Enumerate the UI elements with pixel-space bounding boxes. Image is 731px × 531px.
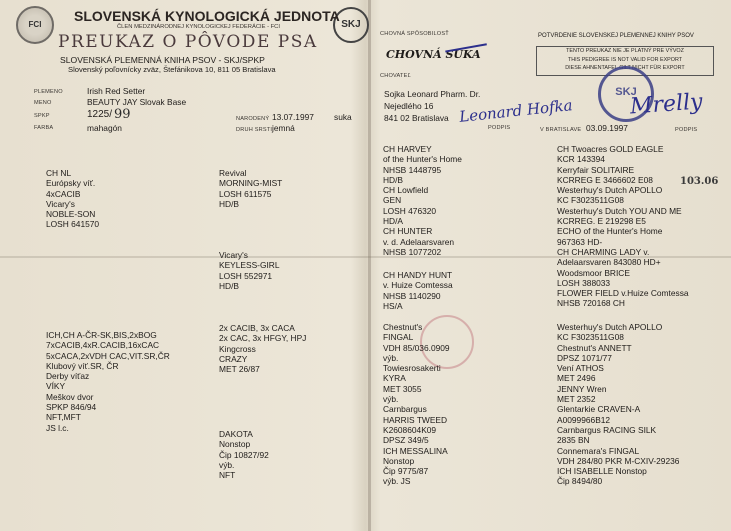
pedigree-line: CH HARVEY [383, 144, 432, 154]
pedigree-line: LOSH 552971 [219, 270, 273, 281]
sex-value: suka [334, 112, 352, 122]
color-value: mahagón [87, 123, 122, 133]
pedigree-line: Glentarkie CRAVEN-A [557, 404, 641, 415]
document-title: PREUKAZ O PÔVODE PSA [58, 32, 318, 52]
pedigree-line: Revival [219, 168, 247, 178]
pedigree-line: CH Twoacres GOLD EAGLE [557, 144, 664, 154]
pedigree-line: Nonstop [219, 439, 251, 450]
pedigree-line: CH HANDY HUNT [383, 270, 453, 280]
fci-logo [16, 6, 54, 44]
parent-sire [46, 168, 99, 230]
pedigree-line: v. Huize Comtessa [383, 280, 453, 291]
pedigree-line: CH CHARMING LADY v. [557, 246, 650, 257]
breed-value: Irish Red Setter [87, 86, 146, 96]
pedigree-line: KEYLESS-GIRL [219, 260, 280, 271]
pedigree-line: Westerhuy's Dutch APOLLO [557, 322, 663, 332]
pedigree-line: K2608604K09 [383, 424, 437, 435]
pedigree-line: ECHO of the Hunter's Home [557, 226, 663, 237]
pedigree-line: Carnbargus [383, 404, 427, 415]
pedigree-line: DPSZ 349/5 [383, 435, 429, 446]
owner-label: CHOVATEĽ [380, 73, 411, 79]
pedigree-line: výb. JS [383, 476, 411, 487]
pedigree-line: Westerhuy's Dutch APOLLO [557, 185, 663, 196]
coat-label: DRUH SRSTI [236, 127, 273, 133]
pedigree-line: HARRIS TWEED [383, 414, 448, 425]
pedigree-line: 2x CACIB, 3x CACA [219, 323, 295, 333]
pedigree-line: NFT,MFT [46, 412, 81, 423]
pedigree-line: 5xCACA,2xVDH CAC,VIT.SR,ČR [46, 350, 170, 361]
breeding-ability-value: CHOVNÁ SUKA [386, 48, 481, 61]
pedigree-line: LOSH 476320 [383, 205, 437, 216]
pedigree-line: HD/B [219, 280, 240, 291]
pedigree-line: VDH 284/80 PKR M-CXIV-29236 [557, 455, 680, 466]
pedigree-line: of the Hunter's Home [383, 154, 462, 165]
pedigree-line: Woodsmoor BRICE [557, 267, 630, 278]
pedigree-line: NHSB 1448795 [383, 164, 442, 175]
pedigree-line: HD/B [383, 174, 404, 185]
pedigree-line: Nonstop [383, 455, 415, 466]
pedigree-line: NFT [219, 470, 236, 481]
pedigree-line: v. d. Adelaarsvaren [383, 236, 455, 247]
pedigree-line: KCRREG E 3466602 E08 [557, 174, 653, 185]
center-fold [368, 0, 371, 531]
pedigree-line: Klubový víť.SR, ČR [46, 360, 119, 371]
pedigree-line: KC F3023511G08 [557, 195, 624, 206]
pedigree-line: SPKP 846/94 [46, 402, 97, 413]
registry-name: SLOVENSKÁ PLEMENNÁ KNIHA PSOV - SKJ/SPKP [60, 55, 265, 65]
grandparent-2 [219, 250, 280, 291]
pedigree-line: Carnbargus RACING SILK [557, 424, 657, 435]
great-great-grandparents-2 [557, 322, 679, 487]
spkp-handwritten: 99 [114, 107, 131, 122]
breed-label: PLEMENO [34, 89, 63, 95]
owner-name: Sojka Leonard Pharm. Dr. [384, 89, 481, 99]
pedigree-line: 4xCACIB [46, 188, 81, 199]
pedigree-line: NHSB 1077202 [383, 246, 442, 257]
export-notice-line: TENTO PREUKAZ NIE JE PLATNÝ PRE VÝVOZ [566, 48, 684, 54]
breeding-ability-label: CHOVNÁ SPÔSOBILOSŤ [380, 31, 449, 37]
pedigree-line: Meškov dvor [46, 391, 94, 402]
pedigree-line: Derby víťaz [46, 371, 90, 382]
name-value: BEAUTY JAY Slovak Base [87, 97, 187, 107]
pedigree-line: MET 26/87 [219, 364, 260, 375]
name-label: MENO [34, 100, 52, 106]
export-notice-line: DIESE AHNENTAFEL GILT NICHT FÜR EXPORT [565, 65, 685, 71]
official-stamp-text: SKJ [615, 86, 637, 98]
pedigree-line: Westerhuy's Dutch YOU AND ME [557, 205, 682, 216]
pedigree-line: Connemara's FINGAL [557, 445, 640, 456]
pedigree-line: 2x CAC, 3x HFGY, HPJ [219, 333, 307, 344]
confirmation-date: 03.09.1997 [586, 123, 628, 133]
pedigree-line: výb. [383, 394, 399, 405]
pedigree-line: Kingcross [219, 343, 256, 354]
pedigree-line: NOBLE-SON [46, 209, 96, 220]
registry-signature-label: PODPIS [675, 127, 698, 133]
pedigree-line: výb. [383, 352, 399, 363]
pedigree-line: Vicary's [46, 198, 75, 209]
pedigree-line: MET 2352 [557, 394, 596, 405]
pedigree-line: Towiesrosakerti [383, 363, 441, 374]
owner-signature-label: PODPIS [488, 125, 511, 131]
pedigree-line: HD/B [219, 198, 240, 209]
owner-city: 841 02 Bratislava [384, 113, 449, 123]
pedigree-line: Vení ATHOS [557, 363, 604, 374]
great-grandparents-1 [383, 144, 462, 257]
coat-value: jemná [272, 123, 295, 133]
pedigree-line: KYRA [383, 373, 406, 384]
pedigree-line: Čip 8494/80 [557, 476, 603, 487]
pedigree-line: NHSB 720168 CH [557, 298, 625, 309]
pedigree-line: LOSH 388033 [557, 277, 611, 288]
place-label: V BRATISLAVE [540, 127, 582, 133]
pedigree-line: Kerryfair SOLITAIRE [557, 164, 635, 175]
registry-signature: Mrelly [629, 89, 704, 120]
pedigree-line: Európsky víť. [46, 178, 96, 189]
pedigree-line: NHSB 1140290 [383, 290, 441, 301]
pedigree-line: DPSZ 1071/77 [557, 352, 612, 363]
skj-logo-text: SKJ [341, 19, 361, 30]
pedigree-line: LOSH 641570 [46, 219, 100, 230]
pedigree-line: HD/A [383, 216, 404, 227]
pedigree-line: CH NL [46, 168, 72, 178]
pedigree-line: Vicary's [219, 250, 248, 260]
great-grandparents-2 [383, 270, 453, 311]
spkp-label: SPKP [34, 113, 50, 119]
pedigree-line: ICH ISABELLE Nonstop [557, 466, 647, 477]
born-value: 13.07.1997 [272, 112, 314, 122]
pedigree-line: HS/A [383, 300, 403, 311]
pedigree-line: VDH 85/036.0909 [383, 342, 450, 353]
great-great-grandparents-1 [557, 144, 689, 309]
pedigree-line: výb. [219, 459, 235, 470]
pedigree-line: CH Lowfield [383, 185, 429, 196]
pedigree-line: MET 3055 [383, 383, 422, 394]
fci-logo-text: FCI [28, 20, 42, 29]
pedigree-line: LOSH 611575 [219, 188, 272, 199]
pedigree-line: Chestnut's [383, 322, 423, 332]
owner-signature: Leonard Hofka [458, 96, 574, 126]
parent-dam [46, 330, 170, 433]
owner-street: Nejedlého 16 [384, 101, 434, 111]
spkp-value: 1225/ [87, 109, 113, 120]
pedigree-line: CH HUNTER [383, 226, 433, 237]
pedigree-line: CRAZY [219, 353, 248, 364]
pedigree-line: Adelaarsvaren 843080 HD+ [557, 257, 661, 268]
org-title: SLOVENSKÁ KYNOLOGICKÁ JEDNOTA [74, 8, 340, 24]
pedigree-line: ICH,CH A-ČR-SK,BIS,2xBOG [46, 330, 157, 340]
pedigree-line: ICH MESSALINA [383, 445, 448, 456]
confirmation-title: POTVRDENIE SLOVENSKEJ PLEMENNEJ KNIHY PSOV [538, 33, 694, 39]
registry-address: Slovenský poľovnícky zväz, Štefánikova 10, 811 05 Bratislava [68, 65, 276, 74]
pedigree-line: 2835 BN [557, 435, 590, 446]
export-notice-line: THIS PEDIGREE IS NOT VALID FOR EXPORT [567, 56, 683, 63]
pedigree-line: 7xCACIB,4xR.CACIB,16xCAC [46, 340, 160, 351]
pedigree-line: DAKOTA [219, 429, 253, 439]
pedigree-line: KC F3023511G08 [557, 332, 624, 343]
pedigree-line: FINGAL [383, 332, 414, 343]
pedigree-line: Čip 9775/87 [383, 466, 429, 477]
grandparent-4 [219, 429, 269, 480]
born-label: NARODENÝ [236, 116, 270, 122]
pedigree-line: KCR 143394 [557, 154, 605, 165]
color-label: FARBA [34, 125, 54, 131]
pedigree-line: FLOWER FIELD v.Huize Comtessa [557, 288, 689, 299]
pedigree-line: A0099966B12 [557, 414, 611, 425]
pedigree-line: Čip 10827/92 [219, 449, 269, 460]
pedigree-line: KCRREG. E 219298 E5 [557, 216, 646, 227]
pedigree-line: GEN [383, 195, 402, 206]
pedigree-line: JS l.c. [46, 422, 69, 433]
pedigree-line: 967363 HD- [557, 236, 603, 247]
pedigree-line: MET 2496 [557, 373, 596, 384]
grandparent-1 [219, 168, 282, 209]
pedigree-line: VÍKY [46, 381, 66, 392]
org-subtitle: ČLEN MEDZINÁRODNEJ KYNOLOGICKEJ FEDERÁCIE - FCI [117, 24, 280, 30]
pedigree-line: JENNY Wren [557, 383, 607, 394]
pedigree-line: MORNING-MIST [219, 178, 283, 189]
great-grandparents-3 [383, 322, 450, 487]
grandparent-3 [219, 323, 306, 374]
pedigree-line: Chestnut's ANNETT [557, 342, 632, 353]
hand-note: 103.06 [680, 176, 719, 187]
